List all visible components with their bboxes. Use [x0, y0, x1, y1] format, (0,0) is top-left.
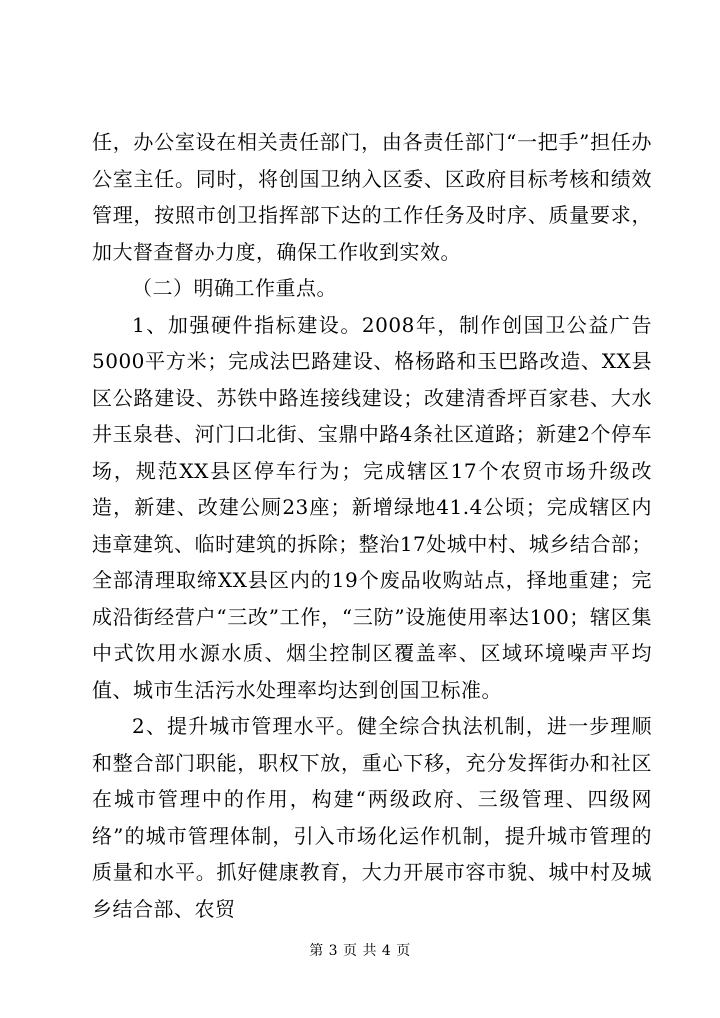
paragraph-continuation: 任，办公室设在相关责任部门，由各责任部门“一把手”担任办公室主任。同时，将创国卫纳入区委、区政府目标考核和绩效管理，按照市创卫指挥部下达的工作任务及时序、质量要求，加大督查督办力度，确保工作收到实效。 — [92, 130, 652, 264]
paragraph-hardware-indicators: 1、加强硬件指标建设。2008年，制作创国卫公益广告5000平方米；完成法巴路建设、格杨路和玉巴路改造、XX县区公路建设、苏铁中路连接线建设；改建清香坪百家巷、大水井玉泉巷、河门口北街、宝鼎中路4条社区道路；新建2个停车场，规范XX县区停车行为；完成辖区17个农贸市场升级改造，新建、改建公厕23座；新增绿地41.4公顷；完成辖区内违章建筑、临时建筑的拆除；整治17处城中村、城乡结合部；全部清理取缔XX县区内的19个废品收购站点，择地重建；完成沿街经营户“三改”工作，“三防”设施使用率达100；辖区集中式饮用水源水质、烟尘控制区覆盖率、区域环境噪声平均值、城市生活污水处理率均达到创国卫标准。 — [92, 312, 652, 702]
document-body — [92, 124, 652, 927]
paragraph-city-management: 2、提升城市管理水平。健全综合执法机制，进一步理顺和整合部门职能，职权下放，重心下移，充分发挥街办和社区在城市管理中的作用，构建“两级政府、三级管理、四级网络”的城市管理体制，引入市场化运作机制，提升城市管理的质量和水平。抓好健康教育，大力开展市容市貌、城中村及城乡结合部、农贸 — [92, 714, 652, 921]
page-number-footer: 第 3 页 共 4 页 — [309, 943, 411, 959]
section-heading: （二）明确工作重点。 — [132, 276, 337, 300]
